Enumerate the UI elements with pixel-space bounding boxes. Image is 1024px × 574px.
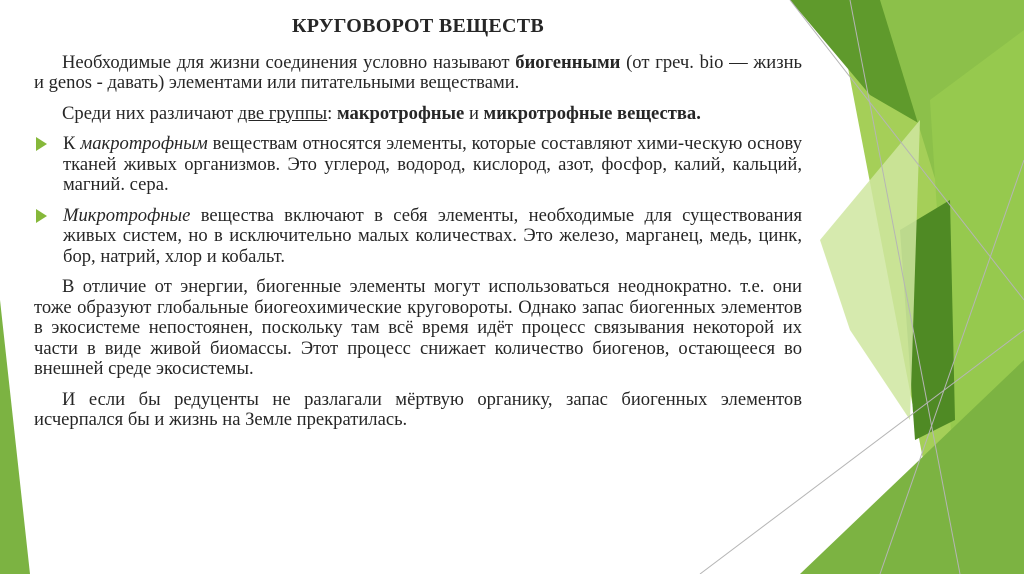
paragraph-two-groups: Среди них различают две группы: макротрофные и микротрофные вещества. — [62, 102, 701, 124]
slide-content — [34, 10, 802, 441]
bullet-macrotrophic: К макротрофным веществам относятся элементы, которые составляют хими-ческую основу тканей живых организмов. Это углерод, водород, кислород, азот, фосфор, калий, кальций, магний. сера. — [34, 134, 802, 196]
paragraph-decomposers: И если бы редуценты не разлагали мёртвую органику, запас биогенных элементов исчерпался бы и жизнь на Земле прекратилась. — [34, 388, 802, 430]
triangle-bullet-icon — [36, 209, 47, 223]
slide-title: КРУГОВОРОТ ВЕЩЕСТВ — [291, 15, 545, 37]
paragraph-biogenic-definition: Необходимые для жизни соединения условно называют биогенными (от греч. bio — жизнь и genos - давать) элементами или питательными веществами. — [34, 51, 802, 93]
paragraph-biogeochemical-cycles: В отличие от энергии, биогенные элементы могут использоваться неоднократно. т.е. они тоже образуют глобальные биогеохимические круговороты. Однако запас биогенных элементов в экосистеме непостоянен, поскольку там всё время идёт процесс связывания некоторой их части в виде живой биомассы. Этот процесс снижает количество биогенов, остающееся во внешней среде экосистемы. — [34, 276, 802, 379]
green-shape-bottom-left — [0, 300, 30, 574]
triangle-bullet-icon — [36, 137, 47, 151]
bullet-microtrophic: Микротрофные вещества включают в себя элементы, необходимые для существования живых систем, но в исключительно малых количествах. Это железо, марганец, медь, цинк, бор, натрий, хлор и кобальт. — [34, 206, 802, 268]
